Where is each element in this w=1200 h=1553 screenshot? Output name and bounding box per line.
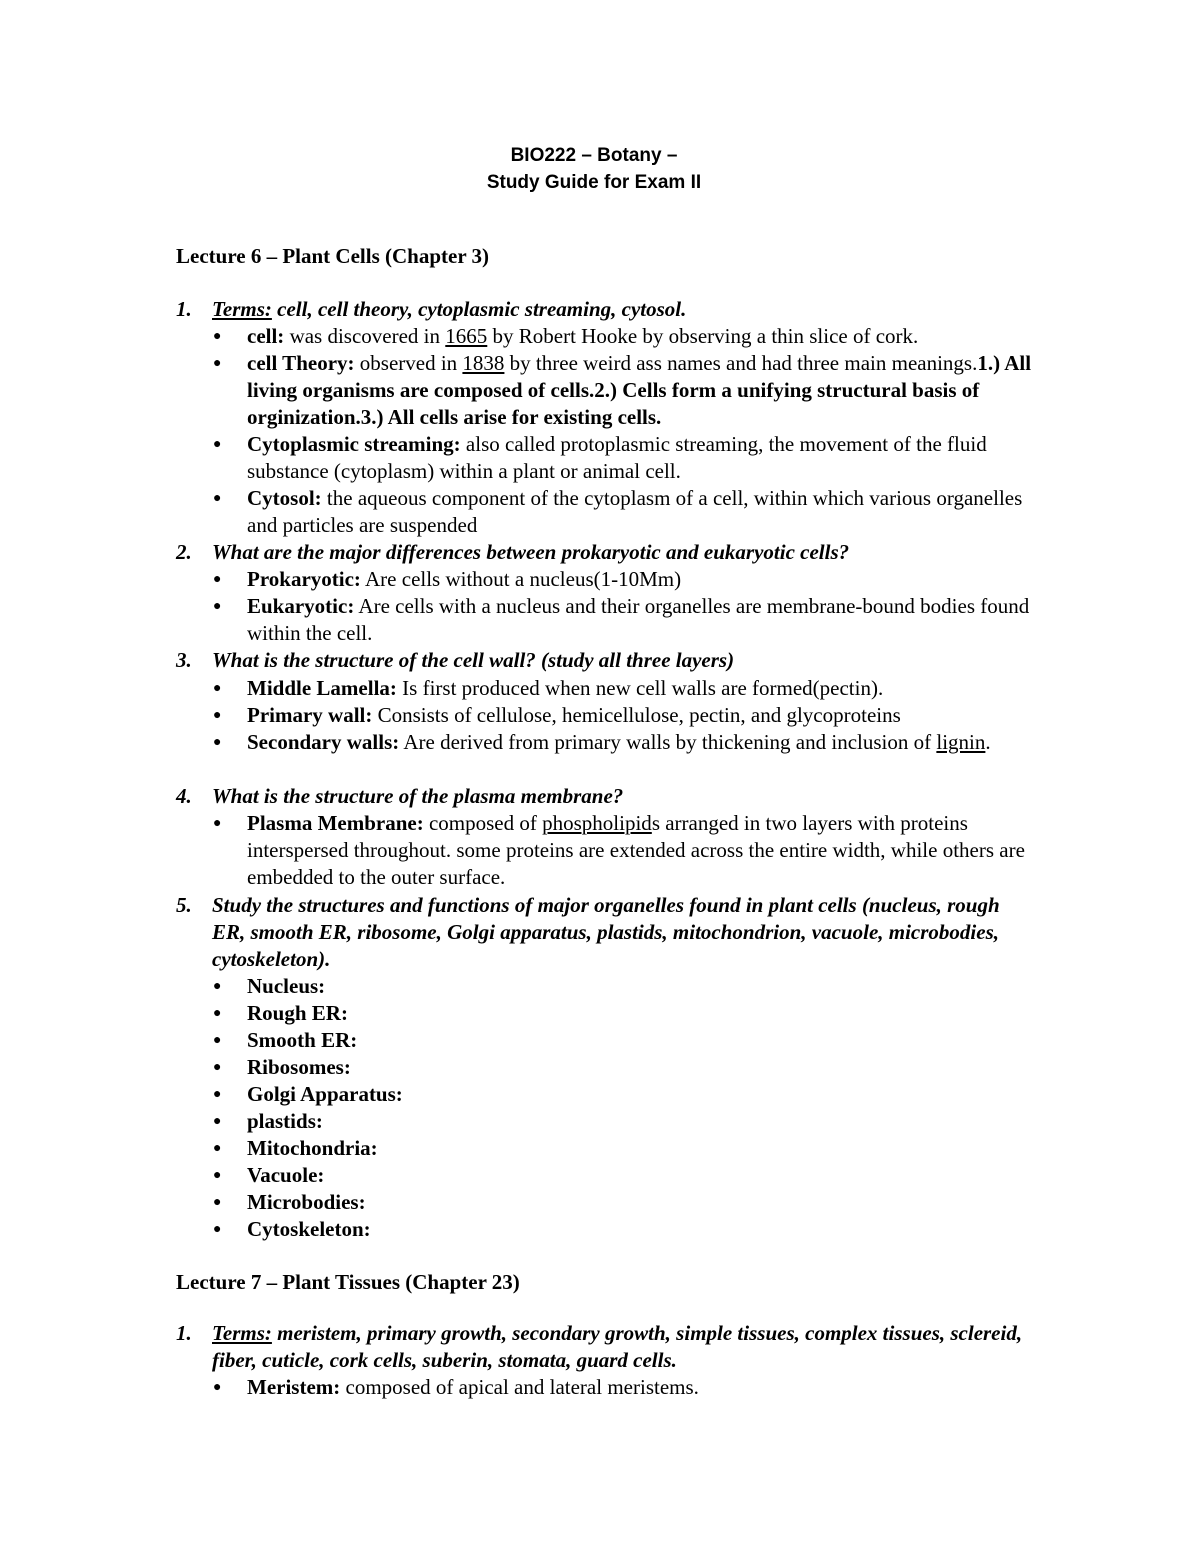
definition-text: the aqueous component of the cytoplasm of a cell, within which various organelles and particles are suspended (247, 486, 1023, 537)
bullet-icon: ● (213, 437, 222, 452)
bullet-secondary-walls (213, 729, 1033, 756)
terms-list: cell, cell theory, cytoplasmic streaming, cytosol. (271, 297, 687, 321)
underlined-lignin: lignin (936, 730, 986, 754)
lecture-7-heading: Lecture 7 – Plant Tissues (Chapter 23) (176, 1270, 520, 1294)
bullet-icon: ● (213, 979, 222, 994)
organelle-label: Nucleus: (247, 974, 326, 998)
bullet-meristem (213, 1374, 1033, 1401)
question-text: What are the major differences between prokaryotic and eukaryotic cells? (212, 540, 850, 564)
question-text: Study the structures and functions of major organelles found in plant cells (nucleus, rough ER, smooth ER, ribosome, Golgi apparatus, plastids, mitochondrion, vacuole, microbodies, cytoskeleton). (212, 893, 1000, 971)
bullet-icon: ● (213, 1060, 222, 1075)
definition-text: Are derived from primary walls by thickening and inclusion of (399, 730, 937, 754)
definition-text: was discovered in (284, 324, 446, 348)
question-5 (176, 892, 1036, 973)
question-text: What is the structure of the cell wall? (study all three layers) (212, 648, 735, 672)
definition-text: composed of (423, 811, 543, 835)
question-2 (176, 539, 1036, 566)
bullet-icon: ● (213, 599, 222, 614)
organelle-item (213, 1189, 1033, 1216)
question-number: 2. (176, 540, 192, 564)
term-cytoplasmic-streaming: Cytoplasmic streaming: (247, 432, 461, 456)
organelle-item (213, 1216, 1033, 1243)
term-prokaryotic: Prokaryotic: (247, 567, 361, 591)
bullet-eukaryotic (213, 593, 1033, 647)
organelle-label: Microbodies: (247, 1190, 366, 1214)
bullet-icon: ● (213, 708, 222, 723)
bullet-icon: ● (213, 816, 222, 831)
bullet-icon: ● (213, 1168, 222, 1183)
bullet-icon: ● (213, 1087, 222, 1102)
terms-label: Terms: (212, 1321, 272, 1345)
document-title: Study Guide for Exam II (486, 172, 702, 193)
bullet-icon: ● (213, 1222, 222, 1237)
organelle-label: Rough ER: (247, 1001, 348, 1025)
term-eukaryotic: Eukaryotic: (247, 594, 355, 618)
question-3 (176, 647, 1036, 674)
definition-text: observed in (354, 351, 463, 375)
bullet-plasma-membrane (213, 810, 1033, 891)
bullet-icon: ● (213, 1006, 222, 1021)
question-number: 1. (176, 1321, 192, 1345)
bullet-icon: ● (213, 491, 222, 506)
bullet-cell (213, 323, 1033, 350)
bullet-icon: ● (213, 1195, 222, 1210)
organelle-item (213, 1108, 1033, 1135)
organelle-label: plastids: (247, 1109, 323, 1133)
organelle-label: Golgi Apparatus: (247, 1082, 403, 1106)
cell-theory-meanings: 1.) All living organisms are composed of cells.2.) Cells form a unifying structural basis of orginization.3.) All cells arise for existing cells. (247, 351, 1032, 429)
bullet-icon: ● (213, 1114, 222, 1129)
organelle-label: Cytoskeleton: (247, 1217, 371, 1241)
year-1838: 1838 (462, 351, 505, 375)
question-4 (176, 783, 1036, 810)
bullet-icon: ● (213, 1141, 222, 1156)
underlined-phospholipid: phospholipid (542, 811, 652, 835)
term-plasma-membrane: Plasma Membrane: (247, 811, 424, 835)
bullet-prokaryotic (213, 566, 1033, 593)
organelle-item (213, 1027, 1033, 1054)
term-cell-theory: cell Theory: (247, 351, 355, 375)
organelle-item (213, 973, 1033, 1000)
course-title: BIO222 – Botany – (510, 145, 678, 166)
bullet-cytosol (213, 485, 1033, 539)
question-text: What is the structure of the plasma membrane? (212, 784, 624, 808)
definition-text: also called protoplasmic streaming, the movement of the fluid substance (cytoplasm) within a plant or animal cell. (247, 432, 987, 483)
definition-text: Are cells without a nucleus(1-10Mm) (360, 567, 682, 591)
term-meristem: Meristem: (247, 1375, 341, 1399)
term-middle-lamella: Middle Lamella: (247, 676, 397, 700)
lecture-6-heading: Lecture 6 – Plant Cells (Chapter 3) (176, 244, 490, 268)
term-cytosol: Cytosol: (247, 486, 322, 510)
organelle-label: Smooth ER: (247, 1028, 358, 1052)
question-number: 3. (176, 648, 192, 672)
organelle-item (213, 1135, 1033, 1162)
year-1665: 1665 (445, 324, 488, 348)
terms-list: meristem, primary growth, secondary growth, simple tissues, complex tissues, sclereid, fiber, cuticle, cork cells, suberin, stomata, guard cells. (212, 1321, 1023, 1372)
term-secondary-walls: Secondary walls: (247, 730, 400, 754)
document-header (0, 142, 1188, 196)
definition-text: composed of apical and lateral meristems. (340, 1375, 699, 1399)
bullet-middle-lamella (213, 675, 1033, 702)
term-primary-wall: Primary wall: (247, 703, 373, 727)
term-cell: cell: (247, 324, 285, 348)
organelle-label: Mitochondria: (247, 1136, 378, 1160)
bullet-icon: ● (213, 681, 222, 696)
question-1-terms-lecture-7 (176, 1320, 1036, 1374)
bullet-primary-wall (213, 702, 1033, 729)
definition-text: Are cells with a nucleus and their organelles are membrane-bound bodies found within the cell. (247, 594, 1030, 645)
bullet-icon: ● (213, 735, 222, 750)
question-number: 5. (176, 893, 192, 917)
definition-text: by three weird ass names and had three main meanings. (504, 351, 978, 375)
bullet-icon: ● (213, 1033, 222, 1048)
bullet-icon: ● (213, 329, 222, 344)
bullet-cytoplasmic-streaming (213, 431, 1033, 485)
bullet-icon: ● (213, 572, 222, 587)
question-number: 4. (176, 784, 192, 808)
organelle-item (213, 1054, 1033, 1081)
organelle-item (213, 1162, 1033, 1189)
bullet-icon: ● (213, 356, 222, 371)
terms-label: Terms: (212, 297, 272, 321)
organelle-label: Ribosomes: (247, 1055, 351, 1079)
definition-text: by Robert Hooke by observing a thin slice of cork. (487, 324, 919, 348)
definition-text: Consists of cellulose, hemicellulose, pectin, and glycoproteins (372, 703, 901, 727)
definition-text: . (985, 730, 991, 754)
organelle-item (213, 1081, 1033, 1108)
bullet-cell-theory (213, 350, 1033, 431)
definition-text: s arranged in two layers with proteins interspersed throughout. some proteins are extended across the entire width, while others are embedded to the outer surface. (247, 811, 1025, 889)
organelle-item (213, 1000, 1033, 1027)
question-1-terms (176, 296, 1036, 323)
question-number: 1. (176, 297, 192, 321)
definition-text: Is first produced when new cell walls are formed(pectin). (396, 676, 884, 700)
organelle-label: Vacuole: (247, 1163, 325, 1187)
bullet-icon: ● (213, 1380, 222, 1395)
